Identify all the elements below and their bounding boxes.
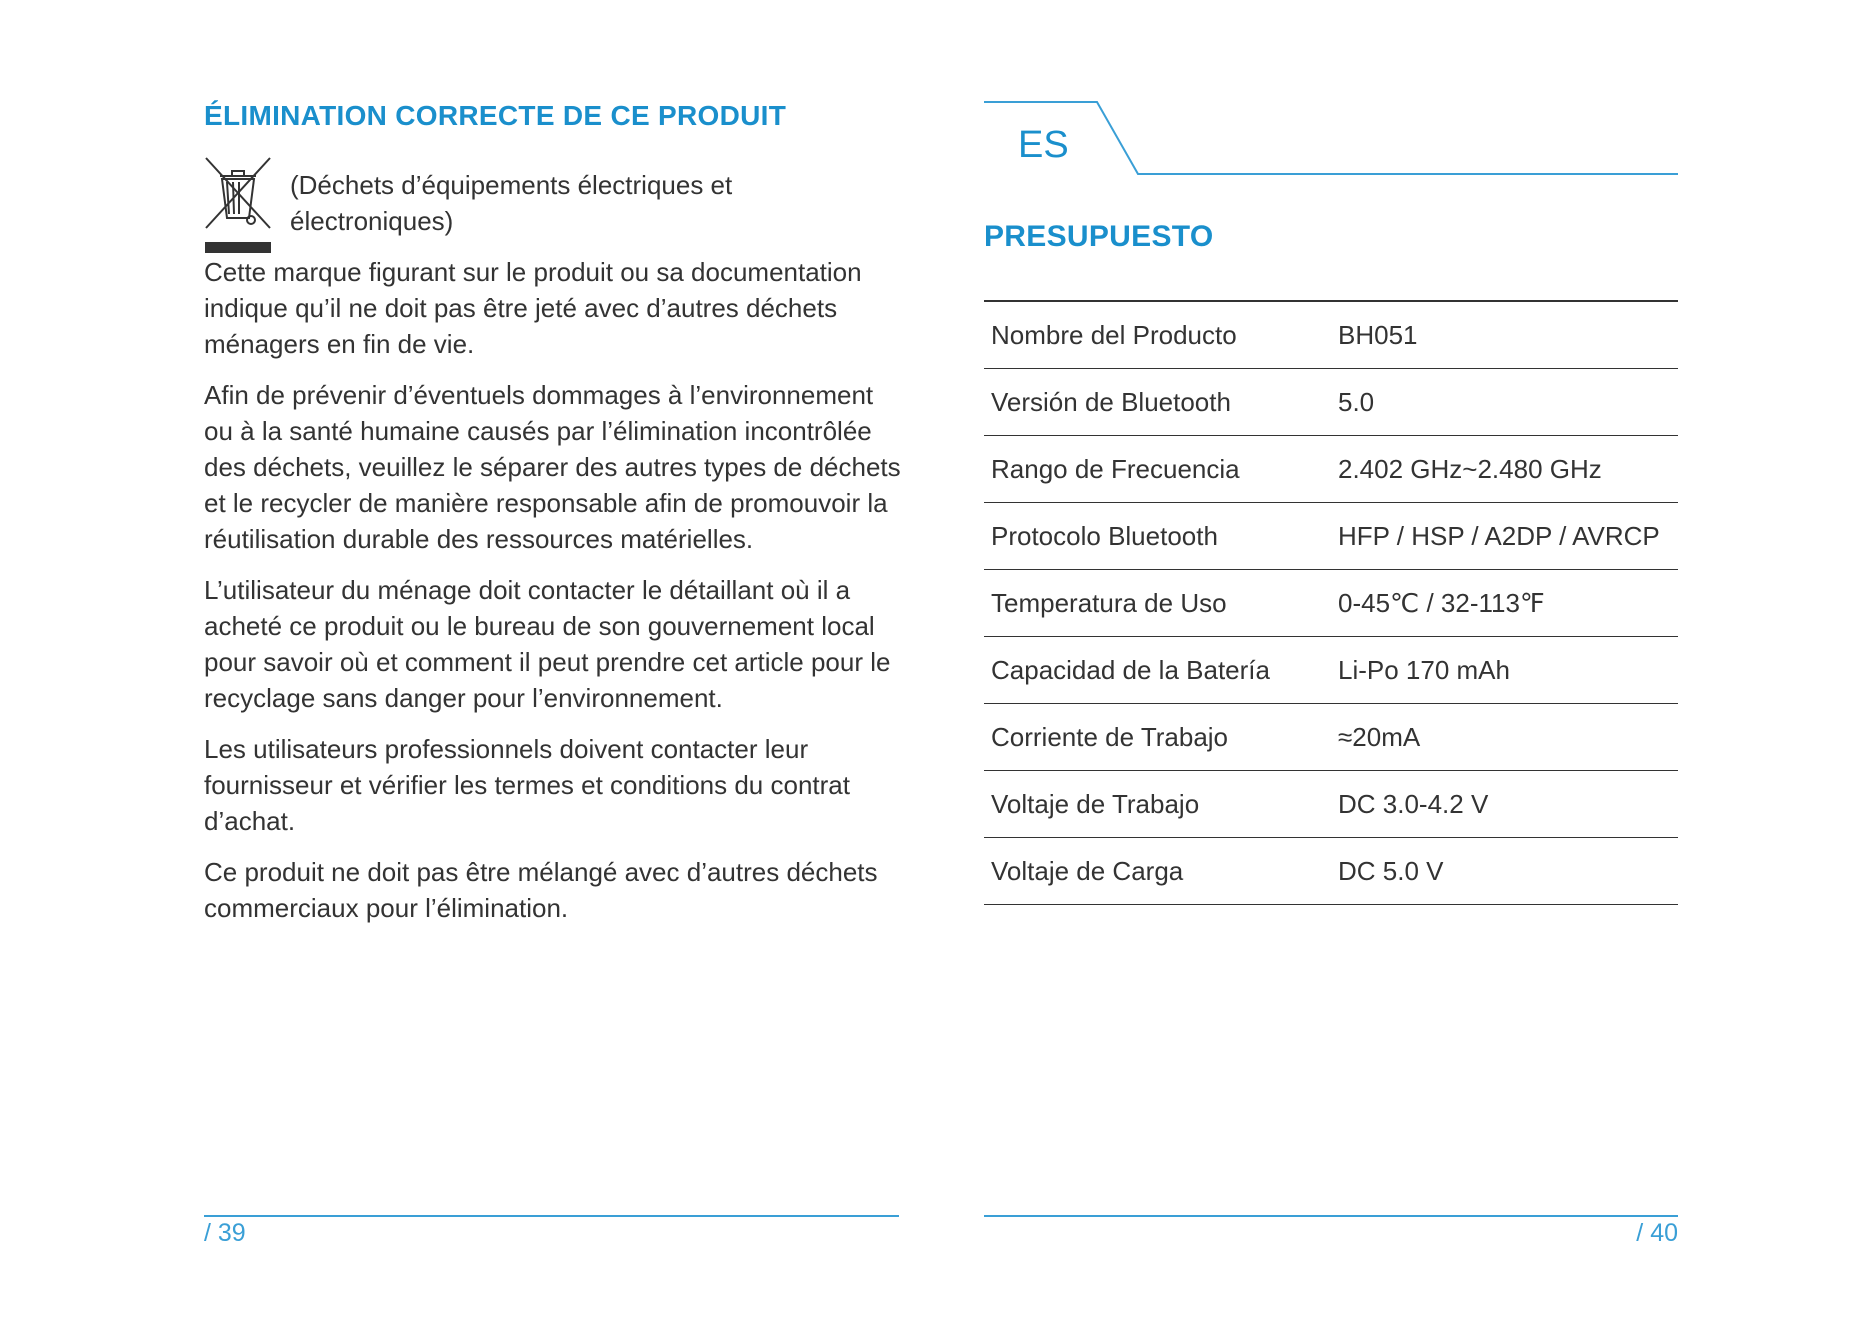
spec-value: DC 3.0-4.2 V [1331, 771, 1678, 838]
language-tab-frame [984, 100, 1678, 176]
left-page [204, 0, 899, 1324]
spec-value: 0-45℃ / 32-113℉ [1331, 570, 1678, 637]
weee-caption: (Déchets d’équipements électriques et électroniques) [290, 170, 733, 236]
spec-value: HFP / HSP / A2DP / AVRCP [1331, 503, 1678, 570]
spec-name: Protocolo Bluetooth [984, 503, 1331, 570]
spec-value: 5.0 [1331, 369, 1678, 436]
table-row [984, 704, 1678, 771]
language-code: ES [1018, 124, 1069, 166]
paragraph: Cette marque figurant sur le produit ou sa documentation indique qu’il ne doit pas être jeté avec d’autres déchets ménagers en fin de vie. [204, 257, 862, 359]
table-row [984, 570, 1678, 637]
spec-name: Voltaje de Trabajo [984, 771, 1331, 838]
footer-divider [204, 1215, 899, 1217]
table-row [984, 637, 1678, 704]
spec-name: Corriente de Trabajo [984, 704, 1331, 771]
spec-value: 2.402 GHz~2.480 GHz [1331, 436, 1678, 503]
page-number: / 39 [204, 1219, 246, 1247]
spec-value: BH051 [1331, 301, 1678, 369]
footer-divider [984, 1215, 1678, 1217]
spec-value: Li-Po 170 mAh [1331, 637, 1678, 704]
section-title: ÉLIMINATION CORRECTE DE CE PRODUIT [204, 100, 787, 131]
paragraph: L’utilisateur du ménage doit contacter le détaillant où il a acheté ce produit ou le bureau de son gouvernement local pour savoir où et comment il peut prendre cet article pour le recyclage sans danger pour l’environnement. [204, 575, 891, 713]
paragraph: Les utilisateurs professionnels doivent contacter leur fournisseur et vérifier les termes et conditions du contrat d’achat. [204, 734, 850, 836]
right-page [984, 0, 1678, 1324]
section-title: PRESUPUESTO [984, 220, 1214, 253]
spec-value: ≈20mA [1331, 704, 1678, 771]
table-row [984, 771, 1678, 838]
table-row [984, 301, 1678, 369]
paragraph: Ce produit ne doit pas être mélangé avec d’autres déchets commerciaux pour l’élimination. [204, 857, 878, 923]
spec-table [984, 300, 1678, 905]
table-row [984, 503, 1678, 570]
table-row [984, 838, 1678, 905]
spec-name: Rango de Frecuencia [984, 436, 1331, 503]
spec-name: Temperatura de Uso [984, 570, 1331, 637]
paragraph: Afin de prévenir d’éventuels dommages à l’environnement ou à la santé humaine causés par l’élimination incontrôlée des déchets, veuillez le séparer des autres types de déchets et le recycler de manière responsable afin de promouvoir la réutilisation durable des ressources matérielles. [204, 380, 901, 554]
spec-value: DC 5.0 V [1331, 838, 1678, 905]
body-text [204, 254, 904, 941]
crossed-out-wheelie-bin-icon [204, 154, 272, 254]
page-number: / 40 [1636, 1219, 1678, 1247]
spec-name: Voltaje de Carga [984, 838, 1331, 905]
spec-name: Capacidad de la Batería [984, 637, 1331, 704]
table-row [984, 436, 1678, 503]
spec-name: Versión de Bluetooth [984, 369, 1331, 436]
spec-name: Nombre del Producto [984, 301, 1331, 369]
table-row [984, 369, 1678, 436]
